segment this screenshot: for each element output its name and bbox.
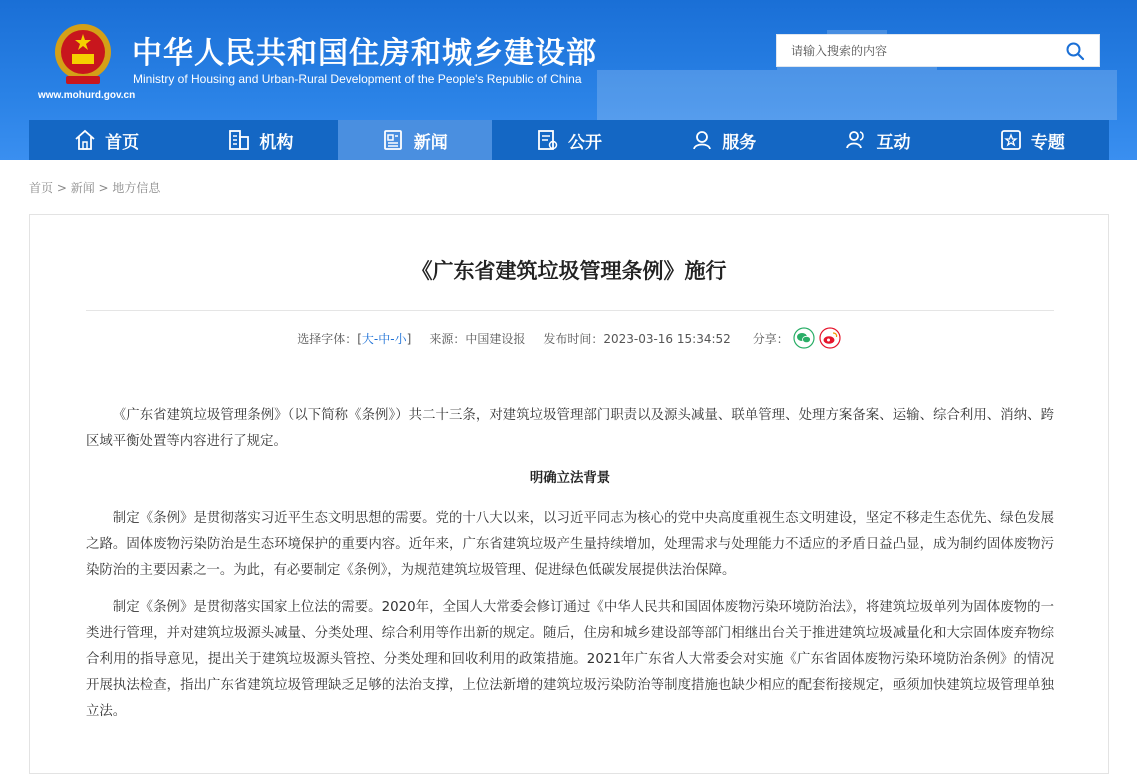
nav-label: 首页: [105, 132, 140, 153]
nav-item-news[interactable]: [338, 120, 492, 160]
nav-item-topic[interactable]: [955, 120, 1109, 160]
site-url: www.mohurd.gov.cn: [38, 90, 136, 101]
font-large-link[interactable]: 大: [361, 331, 374, 346]
search-box: [776, 34, 1100, 67]
nav-item-interact[interactable]: [800, 120, 954, 160]
nav-item-service[interactable]: [646, 120, 800, 160]
breadcrumb-separator: >: [94, 181, 113, 195]
nav-label: 机构: [259, 132, 294, 153]
article-source: 来源：中国建设报: [429, 331, 526, 346]
font-dash: -: [390, 331, 395, 346]
paragraph-1: 《广东省建筑垃圾管理条例》（以下简称《条例》）共二十三条，对建筑垃圾管理部门职责以及源头减量、联单管理、处理方案备案、运输、综合利用、消纳、跨区域平衡处置等内容进行了规定。: [86, 408, 1054, 449]
paragraph-3: 制定《条例》是贯彻落实国家上位法的需要。2020年，全国人大常委会修订通过《中华人民共和国固体废物污染环境防治法》，将建筑垃圾单列为固体废物的一类进行管理，并对建筑垃圾源头减量、分类处理、综合利用等作出新的规定。随后，住房和城乡建设部等部门相继出台关于推进建筑垃圾减量化和大宗固体废弃物综合利用的指导意见，提出关于建筑垃圾源头管控、分类处理和回收利用的政策措施。2021年广东省人大常委会对实施《广东省固体废物污染环境防治条例》的情况开展执法检查，指出广东省建筑垃圾管理缺乏足够的法治支撑，上位法新增的建筑垃圾污染防治等制度措施也缺少相应的配套衔接规定，亟须加快建筑垃圾管理单独立法。: [86, 600, 1054, 719]
article-container: [29, 214, 1109, 774]
article-body: [86, 403, 1054, 736]
nav-label: 公开: [567, 132, 602, 153]
interact-icon: [845, 128, 869, 152]
national-emblem-icon: [52, 22, 114, 88]
site-title: 中华人民共和国住房和城乡建设部: [132, 36, 597, 71]
nav-item-org[interactable]: [183, 120, 337, 160]
topic-icon: [999, 128, 1023, 152]
section-heading: 明确立法背景: [529, 471, 611, 486]
nav-item-home[interactable]: [29, 120, 183, 160]
font-small-link[interactable]: 小: [394, 331, 407, 346]
share-group: [753, 327, 841, 349]
weibo-icon[interactable]: [819, 327, 841, 349]
search-input[interactable]: [777, 35, 1047, 66]
site-header: [0, 0, 1137, 160]
font-label: 选择字体：[: [297, 331, 362, 346]
breadcrumb: [29, 179, 160, 196]
nav-item-open[interactable]: [492, 120, 646, 160]
font-size-selector: [297, 330, 411, 347]
breadcrumb-local[interactable]: 地方信息: [112, 181, 161, 195]
home-icon: [73, 128, 97, 152]
search-icon[interactable]: [1065, 41, 1085, 61]
breadcrumb-separator: >: [53, 181, 71, 195]
breadcrumb-news[interactable]: 新闻: [70, 181, 95, 195]
article-meta: [30, 327, 1108, 349]
nav-label: 新闻: [413, 132, 448, 153]
org-icon: [227, 128, 251, 152]
breadcrumb-home[interactable]: 首页: [29, 181, 54, 195]
title-divider: [86, 310, 1054, 311]
share-label: 分享：: [752, 331, 789, 346]
service-icon: [690, 128, 714, 152]
news-icon: [382, 128, 406, 152]
wechat-icon[interactable]: [793, 327, 815, 349]
site-subtitle: Ministry of Housing and Urban-Rural Development of the People's Republic of China: [133, 72, 582, 86]
open-icon: [536, 128, 560, 152]
nav-label: 专题: [1030, 132, 1065, 153]
font-end: ]: [406, 331, 412, 346]
main-nav: [29, 120, 1109, 160]
font-mid-link[interactable]: 中: [378, 331, 391, 346]
article-time: 发布时间：2023-03-16 15:34:52: [543, 331, 731, 346]
nav-label: 服务: [722, 132, 757, 153]
article-title: 《广东省建筑垃圾管理条例》施行: [411, 259, 727, 283]
font-dash: -: [373, 331, 379, 346]
paragraph-2: 制定《条例》是贯彻落实习近平生态文明思想的需要。党的十八大以来，以习近平同志为核心的党中央高度重视生态文明建设，坚定不移走生态优先、绿色发展之路。固体废物污染防治是生态环境保护的重要内容。近年来，广东省建筑垃圾产生量持续增加，处理需求与处理能力不适应的矛盾日益凸显，成为制约固体废物污染防治的主要因素之一。为此，有必要制定《条例》，为规范建筑垃圾管理、促进绿色低碳发展提供法治保障。: [86, 511, 1054, 578]
nav-label: 互动: [876, 132, 911, 153]
